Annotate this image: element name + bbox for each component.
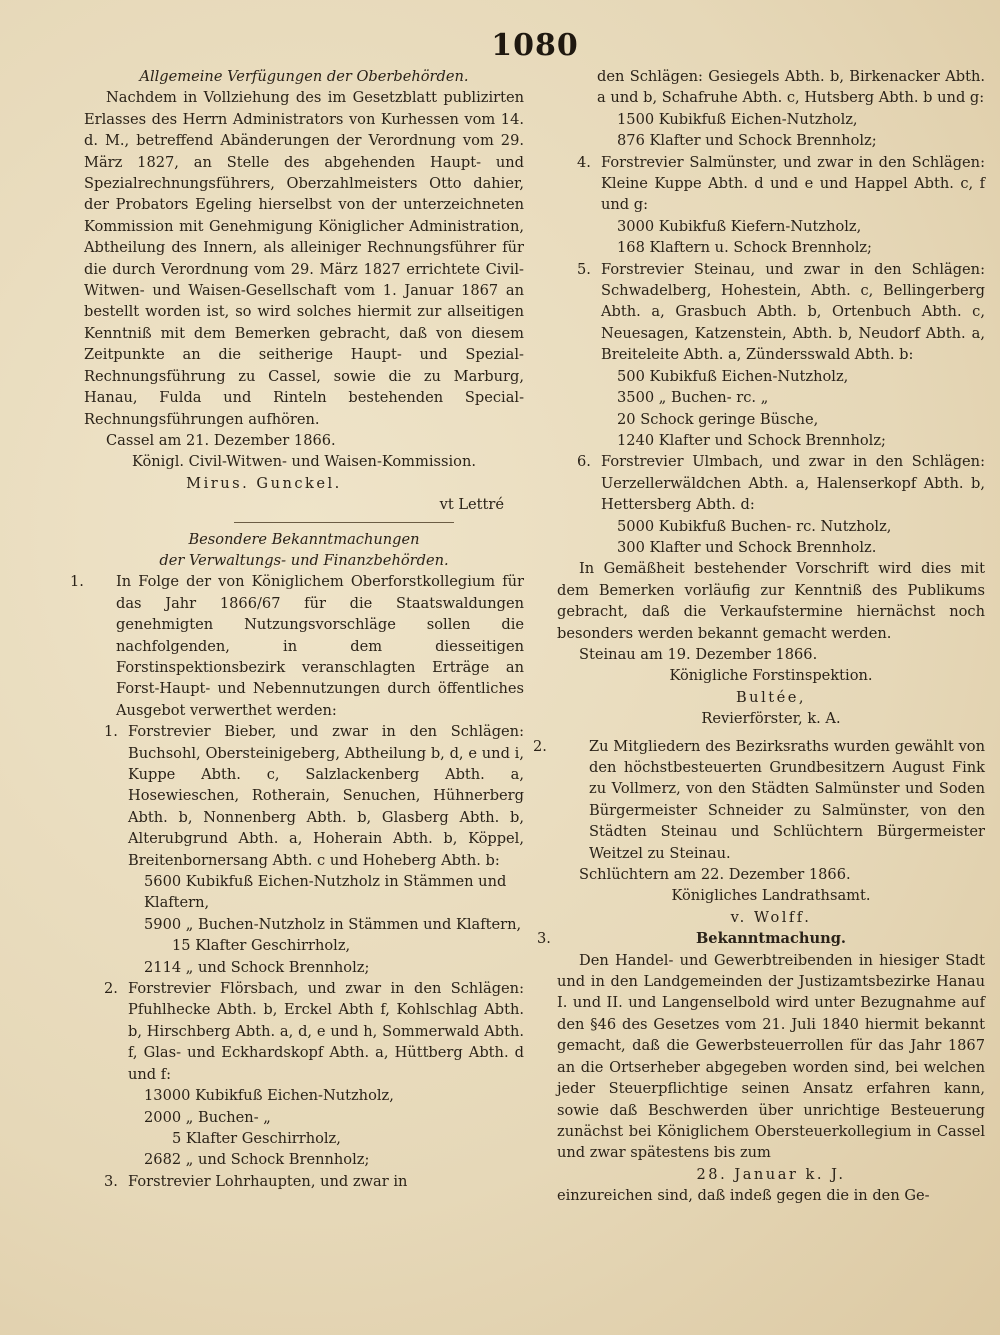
- amount-line: 2682 „ und Schock Brennholz;: [144, 1151, 370, 1169]
- forest-district-6: [557, 451, 985, 515]
- amount-line: 1500 Kubikfuß Eichen-Nutzholz,: [617, 110, 858, 128]
- amount-line: 5900 „ Buchen-Nutzholz in Stämmen und Klaftern,: [144, 915, 522, 933]
- sub-text: Forstrevier Salmünster, und zwar in den Schlägen: Kleine Kuppe Abth. d und e und Happel Abth. c, f und g:: [601, 153, 985, 214]
- amount-line: 3000 Kubikfuß Kiefern-Nutzholz,: [617, 217, 862, 235]
- amount-line: 15 Klafter Geschirrholz,: [172, 937, 351, 955]
- sub-text: Forstrevier Flörsbach, und zwar in den Schlägen: Pfuhlhecke Abth. b, Erckel Abth f, Kohlschlag Abth. b, Hirschberg Abth. a, d, e und h, Sommerwald Abth. f, Glas- und Eckhardskopf Abth. a, Hüttberg Abth. d und f:: [128, 980, 524, 1083]
- signature-name: v. Wolff.: [730, 908, 812, 926]
- sub-text: Forstrevier Bieber, und zwar in den Schlägen: Buchsohl, Obersteinigeberg, Abtheilung b, d, e und i, Kuppe Abth. c, Salzlackenberg Abth. a, Hosewieschen, Rotherain, Senuchen, Hühnerberg Abth. b, Nonnenberg Abth. b, Glasberg Abth. b, Alterubgrund Abth. a, Hoherain Abth. b, Köppel, Breitenbornersang Abth. c und Hoheberg Abth. b:: [128, 723, 524, 869]
- amount-line: 500 Kubikfuß Eichen-Nutzholz,: [617, 367, 849, 385]
- notice-item-1: [70, 571, 524, 721]
- item-number: 1.: [70, 573, 84, 591]
- page-number: 1080: [491, 28, 579, 63]
- closing-paragraph: In Gemäßheit bestehender Vorschrift wird dies mit dem Bemerken vorläufig zur Kenntniß des Publikums gebracht, daß die Verkaufstermine hiernächst noch besonders werden bekannt gemacht werden.: [557, 560, 985, 642]
- amount-line: 2000 „ Buchen- „: [144, 1108, 271, 1126]
- amount-line: 876 Klafter und Schock Brennholz;: [617, 132, 877, 150]
- amount-line: 1240 Klafter und Schock Brennholz;: [617, 431, 886, 449]
- forest-district-3: [84, 1171, 524, 1192]
- continued-text: den Schlägen: Gesiegels Abth. b, Birkenacker Abth. a und b, Schafruhe Abth. c, Hutsberg Abth. b und g:: [597, 68, 985, 107]
- forest-district-4: [557, 152, 985, 216]
- signature-vt: vt Lettré: [439, 496, 504, 514]
- sub-number: 3.: [104, 1172, 118, 1190]
- amount-line: 168 Klaftern u. Schock Brennholz;: [617, 239, 872, 257]
- amount-line: 2114 „ und Schock Brennholz;: [144, 958, 370, 976]
- amount-line: 300 Klafter und Schock Brennholz.: [617, 538, 877, 556]
- sub-number: 4.: [577, 153, 591, 171]
- signature-landrathsamt: Königliches Landrathsamt.: [671, 887, 871, 905]
- notice-title: Bekanntmachung.: [695, 930, 847, 948]
- paragraph-commission: Nachdem in Vollziehung des im Gesetzblatt publizirten Erlasses des Herrn Administrators von Kurhessen vom 14. d. M., betreffend Abänderungen der Verordnung vom 29. März 1827, an Stelle des abgehenden Haupt- und Spezialrechnungsführers, Oberzahlmeisters Otto dahier, der Probators Egeling hierselbst von der unterzeichneten Kommission mit Genehmigung Königlicher Administration, Abtheilung des Innern, als alleiniger Rechnungsführer für die durch Verordnung vom 29. März 1827 errichtete Civil-Witwen- und Waisen-Gesellschaft vom 1. Januar 1867 an bestellt worden ist, so wird solches hiermit zur allseitigen Kenntniß mit dem Bemerken gebracht, daß von diesem Zeitpunkte an die seitherige Haupt- und Spezial-Rechnungsführung zu Cassel, sowie die zu Marburg, Hanau, Fulda und Rinteln bestehenden Special-Rechnungsführungen aufhören.: [84, 89, 524, 428]
- amount-line: 5000 Kubikfuß Buchen- rc. Nutzholz,: [617, 517, 892, 535]
- sub-number: 2.: [104, 980, 118, 998]
- item-text: In Folge der von Königlichem Oberforstkollegium für das Jahr 1866/67 für die Staatswaldungen genehmigten Nutzungsvorschläge sollen die nachfolgenden, in dem diesseitigen Forstinspektionsbezirk veranschlagten Erträge an Forst-Haupt- und Nebennutzungen durch öffentliches Ausgebot verwerthet werden:: [116, 573, 524, 719]
- notice-deadline: 28. Januar k. J.: [696, 1165, 846, 1183]
- signature-title: Revierförster, k. A.: [701, 710, 841, 728]
- forest-district-5: [557, 259, 985, 366]
- notice-item-3: [537, 928, 985, 949]
- left-column: [70, 66, 524, 1192]
- sub-number: 1.: [104, 723, 118, 741]
- sub-text: Forstrevier Steinau, und zwar in den Schlägen: Schwadelberg, Hohestein, Abth. c, Bellingerberg Abth. a, Grasbuch Abth. b, Ortenbuch Abth. c, Neuesagen, Katzenstein, Abth. b, Neudorf Abth. a, Breiteleite Abth. a, Zündersswald Abth. b:: [601, 260, 985, 364]
- divider-rule: [234, 522, 454, 523]
- section-heading-special-2: der Verwaltungs- und Finanzbehörden.: [159, 551, 449, 569]
- date-schluechtern: Schlüchtern am 22. Dezember 1866.: [579, 866, 851, 884]
- right-column: [533, 66, 985, 1207]
- forest-district-1: [84, 721, 524, 871]
- section-heading-special: Besondere Bekanntmachungen: [188, 530, 420, 548]
- amount-line: 5 Klafter Geschirrholz,: [172, 1129, 341, 1147]
- sub-number: 5.: [577, 260, 591, 278]
- item-text: Zu Mitgliedern des Bezirksraths wurden gewählt von den höchstbesteuerten Grundbesitzern August Fink zu Vollmerz, von den Städten Salmünster und Soden Bürgermeister Schneider zu Salmünster, von den Städten Steinau und Schlüchtern Bürgermeister Weitzel zu Steinau.: [589, 737, 985, 862]
- signature-names: Mirus. Gunckel.: [186, 474, 342, 492]
- amount-line: 5600 Kubikfuß Eichen-Nutzholz in Stämmen und Klaftern,: [144, 873, 507, 912]
- forest-district-2: [84, 978, 524, 1085]
- date-steinau: Steinau am 19. Dezember 1866.: [579, 645, 818, 663]
- sub-text: Forstrevier Lohrhaupten, und zwar in: [128, 1172, 408, 1190]
- amount-line: 3500 „ Buchen- rc. „: [617, 389, 769, 407]
- signature-commission: Königl. Civil-Witwen- und Waisen-Kommission.: [131, 453, 476, 471]
- item-number: 2.: [533, 737, 547, 755]
- signature-forest-inspection: Königliche Forstinspektion.: [669, 667, 873, 685]
- amount-line: 13000 Kubikfuß Eichen-Nutzholz,: [144, 1087, 394, 1105]
- notice-text: Den Handel- und Gewerbtreibenden in hiesiger Stadt und in den Landgemeinden der Justizamtsbezirke Hanau I. und II. und Langenselbold wird unter Bezugnahme auf den §46 des Gesetzes vom 21. Juli 1840 hiermit bekannt gemacht, daß die Gewerbsteuerrollen für das Jahr 1867 an die Ortserheber abgegeben worden sind, bei welchen jeder Steuerpflichtige seinen Ansatz erfahren kann, sowie daß Beschwerden über unrichtige Besteuerung zunächst bei Königlichem Obersteuerkollegium in Cassel und zwar spätestens bis zum: [557, 951, 985, 1162]
- signature-name: Bultée,: [735, 688, 807, 706]
- amount-line: 20 Schock geringe Büsche,: [617, 410, 819, 428]
- notice-item-2: [533, 736, 985, 864]
- notice-tail: einzureichen sind, daß indeß gegen die in den Ge-: [557, 1187, 930, 1205]
- sub-number: 6.: [577, 453, 591, 471]
- date-cassel: Cassel am 21. Dezember 1866.: [106, 431, 336, 449]
- sub-text: Forstrevier Ulmbach, und zwar in den Schlägen: Uerzellerwäldchen Abth. a, Halenserkopf Abth. b, Hettersberg Abth. d:: [601, 453, 985, 514]
- item-number: 3.: [537, 930, 551, 948]
- section-heading-general: Allgemeine Verfügungen der Oberbehörden.: [139, 68, 469, 85]
